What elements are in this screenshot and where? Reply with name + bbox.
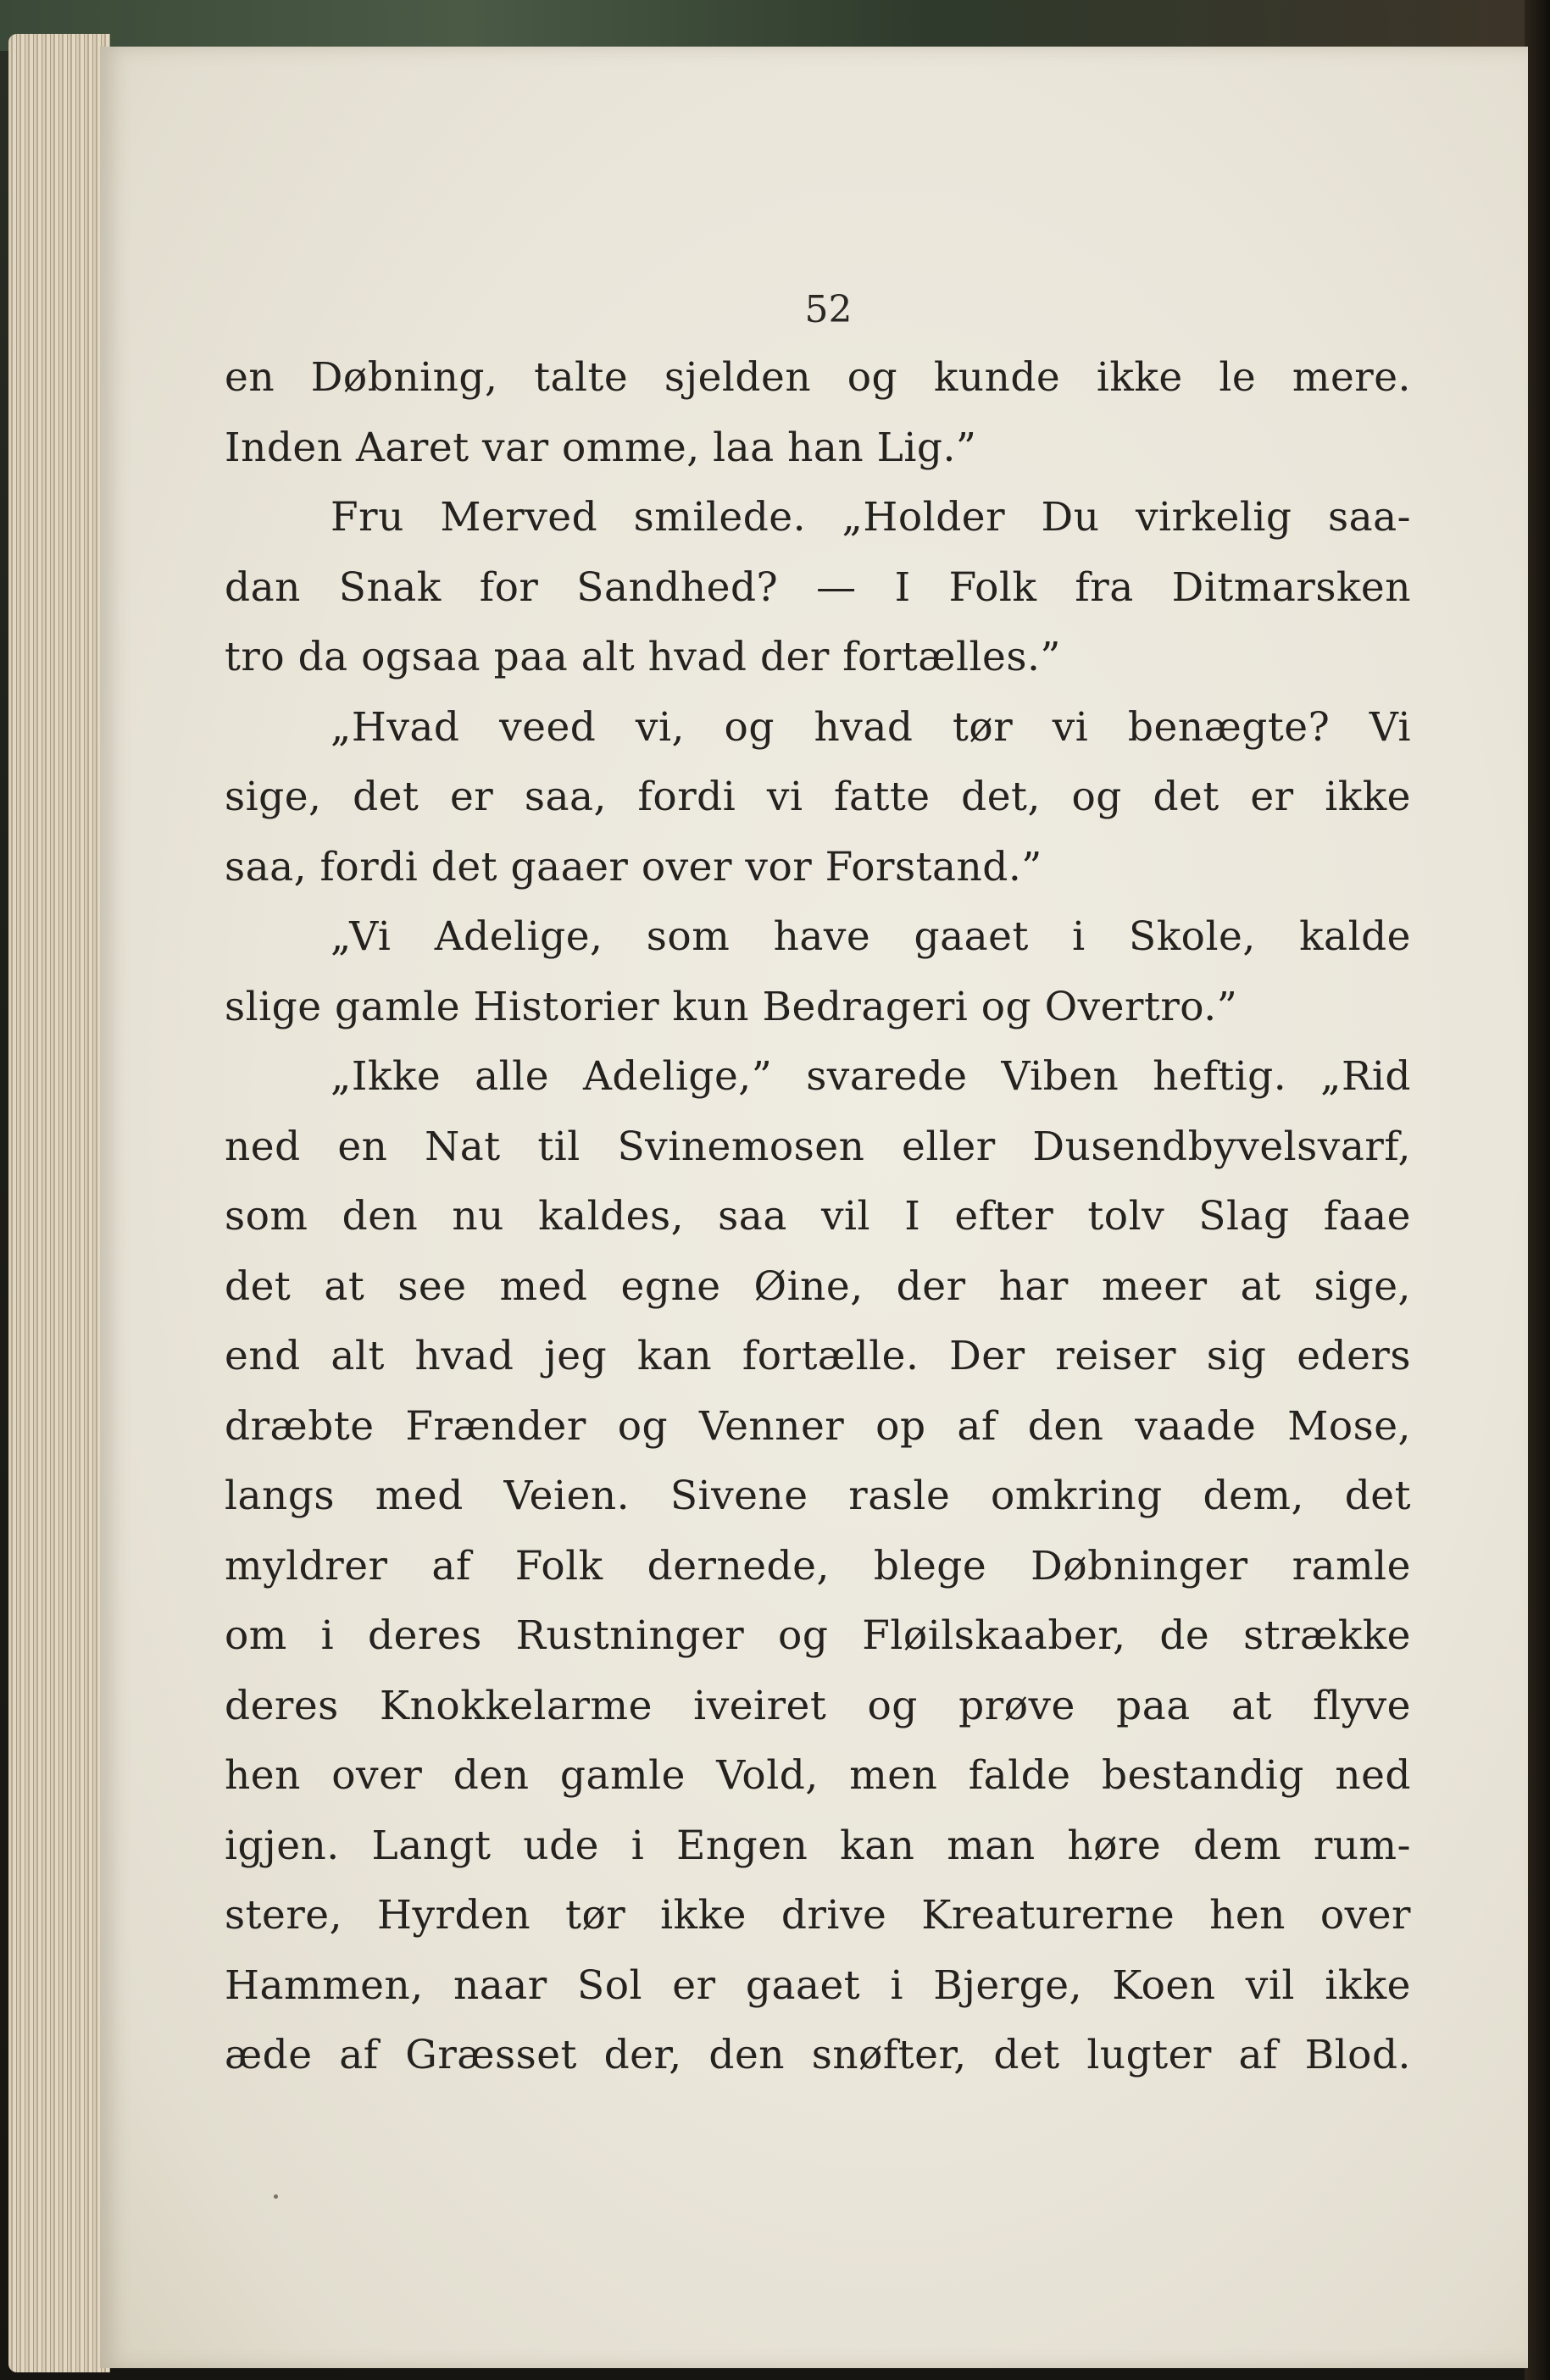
text-line: „Ikke alle Adelige,” svarede Viben heftig. „Rid xyxy=(331,1053,1411,1100)
page-number: 52 xyxy=(804,288,853,331)
text-line: igjen. Langt ude i Engen kan man høre dem rum- xyxy=(225,1822,1411,1869)
text-line: hen over den gamle Vold, men falde bestandig ned xyxy=(225,1752,1411,1799)
text-line: en Døbning, talte sjelden og kunde ikke le mere. xyxy=(225,354,1411,401)
page-body-text xyxy=(225,343,1411,2091)
text-line: Fru Merved smilede. „Holder Du virkelig saa- xyxy=(331,494,1411,541)
text-line: tro da ogsaa paa alt hvad der fortælles.” xyxy=(225,634,1061,680)
text-line: æde af Græsset der, den snøfter, det lugter af Blod. xyxy=(225,2032,1411,2078)
text-line: om i deres Rustninger og Fløilskaaber, de strække xyxy=(225,1612,1411,1659)
text-line: langs med Veien. Sivene rasle omkring dem, det xyxy=(225,1473,1411,1519)
text-line: dræbte Frænder og Venner op af den vaade Mose, xyxy=(225,1402,1411,1450)
text-line: det at see med egne Øine, der har meer at sige, xyxy=(225,1262,1411,1310)
book-cover-edge xyxy=(0,0,1550,51)
text-line: slige gamle Historier kun Bedrageri og Overtro.” xyxy=(225,983,1238,1030)
text-line: sige, det er saa, fordi vi fatte det, og det er ikke xyxy=(225,774,1411,820)
text-line: Hammen, naar Sol er gaaet i Bjerge, Koen vil ikke xyxy=(225,1961,1411,2009)
text-line: end alt hvad jeg kan fortælle. Der reiser sig eders xyxy=(225,1333,1411,1379)
text-line: myldrer af Folk dernede, blege Døbninger ramle xyxy=(225,1542,1411,1589)
text-line: dan Snak for Sandhed? — I Folk fra Ditmarsken xyxy=(225,563,1411,611)
book-binding xyxy=(1525,0,1550,2380)
text-line: som den nu kaldes, saa vil I efter tolv Slag faae xyxy=(225,1193,1411,1240)
text-line: deres Knokkelarme iveiret og prøve paa at flyve xyxy=(225,1682,1411,1729)
paper-speck xyxy=(274,2194,278,2199)
text-line: Inden Aaret var omme, laa han Lig.” xyxy=(225,424,977,471)
text-line: „Vi Adelige, som have gaaet i Skole, kalde xyxy=(331,913,1411,960)
text-line: „Hvad veed vi, og hvad tør vi benægte? Vi xyxy=(331,703,1411,751)
stacked-page-edges xyxy=(8,34,110,2372)
text-line: saa, fordi det gaaer over vor Forstand.” xyxy=(225,843,1042,890)
text-line: stere, Hyrden tør ikke drive Kreaturerne hen over xyxy=(225,1892,1411,1939)
text-line: ned en Nat til Svinemosen eller Dusendbyvelsvarf, xyxy=(225,1123,1411,1170)
